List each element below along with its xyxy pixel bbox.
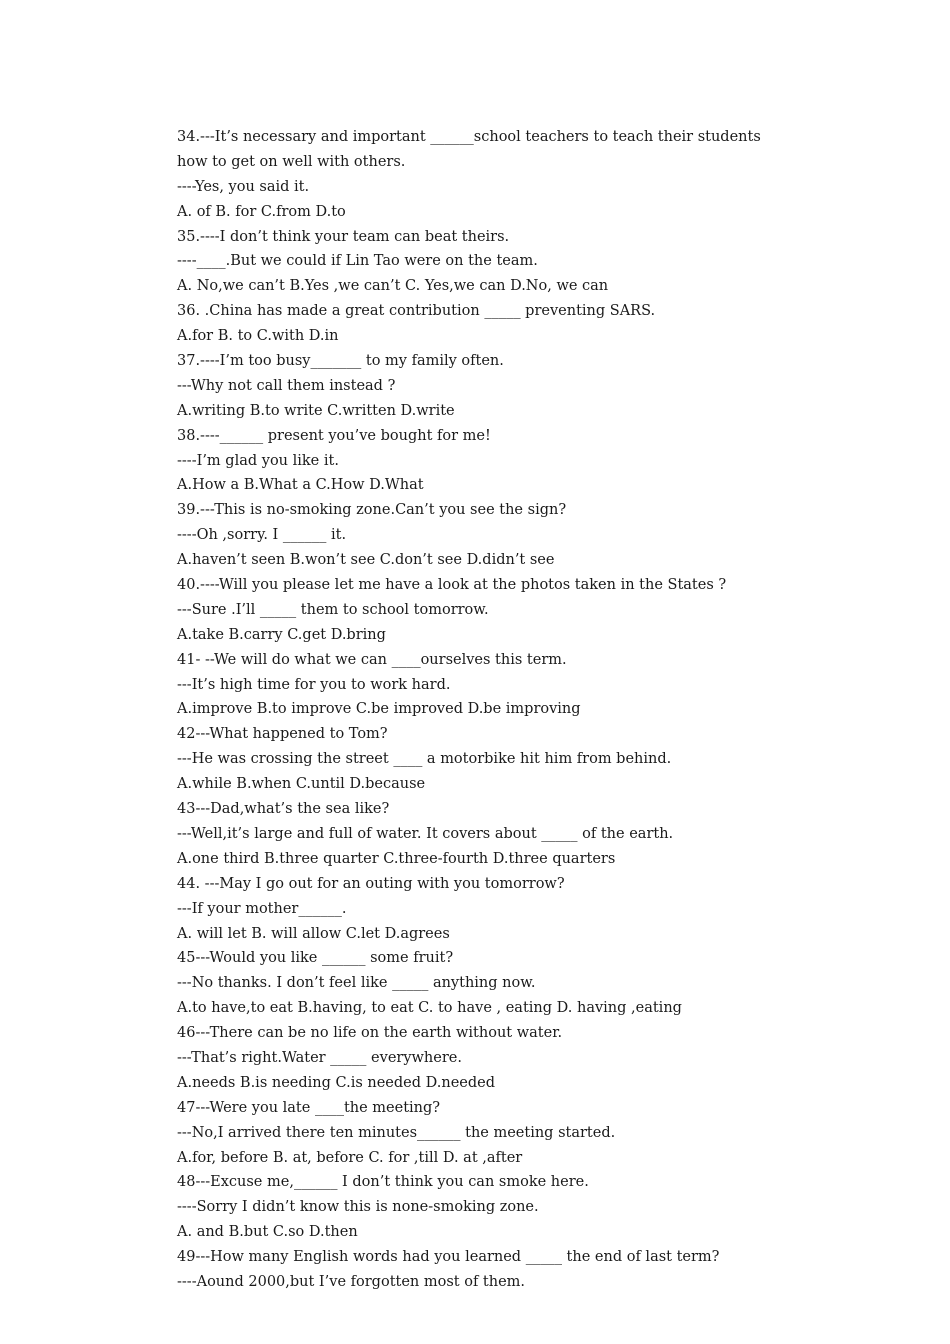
q37-options: A.writing B.to write C.written D.write bbox=[177, 402, 455, 419]
q36-options: A.for B. to C.with D.in bbox=[177, 328, 339, 345]
q38-options: A.How a B.What a C.How D.What bbox=[177, 477, 424, 494]
q44-stem: 44. ---May I go out for an outing with you tomorrow? bbox=[177, 875, 565, 892]
q47-response: ---No,I arrived there ten minutes______ the meeting started. bbox=[177, 1124, 616, 1141]
q39-options: A.haven’t seen B.won’t see C.don’t see D.didn’t see bbox=[177, 552, 555, 569]
q37-response: ---Why not call them instead ? bbox=[177, 377, 396, 394]
q35-options: A. No,we can’t B.Yes ,we can’t C. Yes,we can D.No, we can bbox=[177, 278, 609, 295]
q46-options: A.needs B.is needing C.is needed D.needed bbox=[177, 1074, 496, 1091]
q34-options: A. of B. for C.from D.to bbox=[177, 203, 346, 220]
q43-stem: 43---Dad,what’s the sea like? bbox=[177, 801, 390, 818]
q49-stem: 49---How many English words had you learned _____ the end of last term? bbox=[177, 1249, 720, 1266]
q45-stem: 45---Would you like ______ some fruit? bbox=[177, 950, 454, 967]
q42-stem: 42---What happened to Tom? bbox=[177, 726, 388, 743]
q47-options: A.for, before B. at, before C. for ,till D. at ,after bbox=[177, 1149, 523, 1166]
q42-options: A.while B.when C.until D.because bbox=[177, 776, 426, 793]
q45-response: ---No thanks. I don’t feel like _____ anything now. bbox=[177, 975, 536, 992]
q49-response: ----Aound 2000,but I’ve forgotten most of them. bbox=[177, 1273, 526, 1290]
q44-response: ---If your mother______. bbox=[177, 900, 347, 917]
q45-options: A.to have,to eat B.having, to eat C. to have , eating D. having ,eating bbox=[177, 1000, 682, 1017]
q36-stem: 36. .China has made a great contribution _____ preventing SARS. bbox=[177, 303, 656, 320]
q37-stem: 37.----I’m too busy_______ to my family often. bbox=[177, 353, 504, 370]
q39-stem: 39.---This is no-smoking zone.Can’t you see the sign? bbox=[177, 502, 567, 519]
q39-response: ----Oh ,sorry. I ______ it. bbox=[177, 527, 347, 544]
q44-options: A. will let B. will allow C.let D.agrees bbox=[177, 925, 450, 942]
q41-options: A.improve B.to improve C.be improved D.be improving bbox=[177, 701, 581, 718]
q34-stem-line2: how to get on well with others. bbox=[177, 153, 406, 170]
document-page bbox=[177, 125, 867, 1295]
q43-options: A.one third B.three quarter C.three-fourth D.three quarters bbox=[177, 850, 616, 867]
q35-stem: 35.----I don’t think your team can beat theirs. bbox=[177, 228, 510, 245]
q46-stem: 46---There can be no life on the earth without water. bbox=[177, 1025, 563, 1042]
q48-stem: 48---Excuse me,______ I don’t think you can smoke here. bbox=[177, 1174, 589, 1191]
q46-response: ---That’s right.Water _____ everywhere. bbox=[177, 1049, 462, 1066]
q42-response: ---He was crossing the street ____ a motorbike hit him from behind. bbox=[177, 751, 672, 768]
q38-stem: 38.----______ present you’ve bought for me! bbox=[177, 427, 491, 444]
q41-response: ---It’s high time for you to work hard. bbox=[177, 676, 451, 693]
q35-response: ----____.But we could if Lin Tao were on the team. bbox=[177, 253, 538, 270]
q38-response: ----I’m glad you like it. bbox=[177, 452, 339, 469]
q48-options: A. and B.but C.so D.then bbox=[177, 1224, 358, 1241]
q34-response: ----Yes, you said it. bbox=[177, 178, 310, 195]
q34-stem-line1: 34.---It’s necessary and important ______school teachers to teach their students bbox=[177, 129, 761, 145]
q40-options: A.take B.carry C.get D.bring bbox=[177, 626, 386, 643]
q41-stem: 41- --We will do what we can ____ourselves this term. bbox=[177, 651, 567, 668]
q47-stem: 47---Were you late ____the meeting? bbox=[177, 1099, 441, 1116]
q48-response: ----Sorry I didn’t know this is none-smoking zone. bbox=[177, 1199, 539, 1216]
q43-response: ---Well,it’s large and full of water. It covers about _____ of the earth. bbox=[177, 825, 674, 842]
q40-response: ---Sure .I’ll _____ them to school tomorrow. bbox=[177, 601, 489, 618]
q40-stem: 40.----Will you please let me have a look at the photos taken in the States ? bbox=[177, 577, 727, 594]
